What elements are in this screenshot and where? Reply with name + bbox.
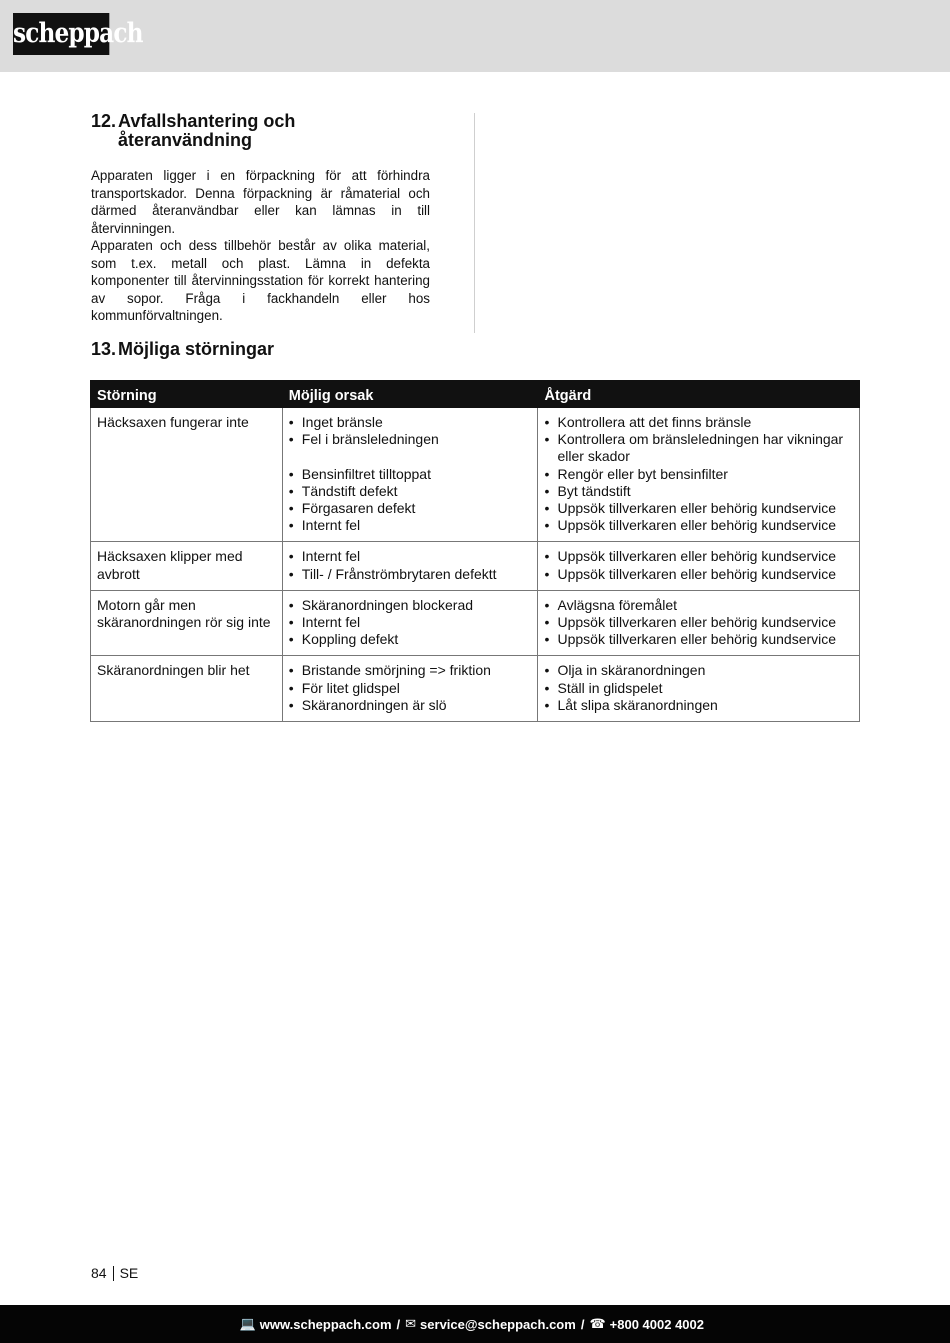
cause-cell <box>282 590 538 656</box>
list-item: • Uppsök tillverkaren eller behörig kundservice <box>544 500 853 517</box>
list-item: • Uppsök tillverkaren eller behörig kundservice <box>544 517 853 534</box>
list-item: • Uppsök tillverkaren eller behörig kundservice <box>544 631 853 648</box>
section-title: Avfallshantering och återanvändning <box>118 111 296 150</box>
section-number: 12. <box>91 111 117 131</box>
list-item: • Skäranordningen blockerad <box>289 597 532 614</box>
list-item: • Uppsök tillverkaren eller behörig kundservice <box>544 614 853 631</box>
brand-logo: scheppach <box>13 13 109 55</box>
list-item: • Ställ in glidspelet <box>544 680 853 697</box>
cause-cell <box>282 408 538 542</box>
phone-icon: ☎ <box>589 1316 606 1331</box>
page-number-divider <box>113 1266 114 1281</box>
header-action: Åtgärd <box>538 381 860 408</box>
table-header-row <box>91 381 860 408</box>
page-footer <box>0 1305 950 1343</box>
phone-number[interactable]: +800 4002 4002 <box>609 1316 704 1332</box>
footer-separator: / <box>396 1316 401 1332</box>
list-item: • Kontrollera om bränsleledningen har vikningar eller skador <box>544 431 853 465</box>
section-12-heading <box>91 112 431 150</box>
section-title: Möjliga störningar <box>118 339 275 359</box>
list-item: • Bensinfiltret tilltoppat <box>289 466 532 483</box>
list-item: • Till- / Frånströmbrytaren defektt <box>289 566 532 583</box>
list-item: • Olja in skäranordningen <box>544 662 853 679</box>
action-cell <box>538 408 860 542</box>
list-item: • Tändstift defekt <box>289 483 532 500</box>
list-item: • Internt fel <box>289 548 532 565</box>
list-item: • Internt fel <box>289 517 532 534</box>
page-number <box>91 1265 138 1281</box>
table-row <box>91 542 860 590</box>
email-link[interactable]: service@scheppach.com <box>420 1316 576 1332</box>
cause-cell <box>282 542 538 590</box>
footer-separator: / <box>580 1316 585 1332</box>
list-item: • Koppling defekt <box>289 631 532 648</box>
list-item: • Internt fel <box>289 614 532 631</box>
website-link[interactable]: www.scheppach.com <box>259 1316 392 1332</box>
header-cause: Möjlig orsak <box>282 381 538 408</box>
list-item: • För litet glidspel <box>289 680 532 697</box>
list-item: • Inget bränsle <box>289 414 532 431</box>
column-divider <box>474 113 475 333</box>
mail-icon: ✉ <box>405 1316 417 1331</box>
list-item: • Bristande smörjning => friktion <box>289 662 532 679</box>
fault-cell: Häcksaxen fungerar inte <box>91 408 283 542</box>
page-number-value: 84 <box>91 1265 107 1281</box>
list-item: • Avlägsna föremålet <box>544 597 853 614</box>
page-language: SE <box>119 1265 139 1281</box>
action-cell <box>538 542 860 590</box>
list-item: • Fel i bränsleledningen <box>289 431 532 448</box>
fault-cell: Häcksaxen klipper med avbrott <box>91 542 283 590</box>
list-item: • Kontrollera att det finns bränsle <box>544 414 853 431</box>
section-13-heading <box>91 340 491 359</box>
section-number: 13. <box>91 339 117 359</box>
table-row <box>91 656 860 722</box>
fault-cell: Motorn går men skäranordningen rör sig inte <box>91 590 283 656</box>
troubleshooting-table <box>90 380 860 722</box>
action-cell <box>538 656 860 722</box>
table-row <box>91 590 860 656</box>
list-item: • Uppsök tillverkaren eller behörig kundservice <box>544 548 853 565</box>
action-cell <box>538 590 860 656</box>
table-row <box>91 408 860 542</box>
computer-icon: 💻 <box>239 1316 256 1331</box>
paragraph: Apparaten ligger i en förpackning för att förhindra transportskador. Denna förpackning är råmaterial och därmed återanvändbar eller kan lämnas in till återvinningen. <box>91 168 430 236</box>
list-item: • Rengör eller byt bensinfilter <box>544 466 853 483</box>
header-fault: Störning <box>91 381 283 408</box>
list-item: • Förgasaren defekt <box>289 500 532 517</box>
list-item: • Låt slipa skäranordningen <box>544 697 853 714</box>
list-item: • Uppsök tillverkaren eller behörig kundservice <box>544 566 853 583</box>
cause-cell <box>282 656 538 722</box>
fault-cell: Skäranordningen blir het <box>91 656 283 722</box>
page-header <box>0 0 950 72</box>
list-item: • Byt tändstift <box>544 483 853 500</box>
paragraph: Apparaten och dess tillbehör består av olika material, som t.ex. metall och plast. Lämna in defekta komponenter till återvinningsstation för korrekt hantering av sopor. Fråga i fackhandeln eller hos kommunförvaltningen. <box>91 238 430 324</box>
list-item: • Skäranordningen är slö <box>289 697 532 714</box>
